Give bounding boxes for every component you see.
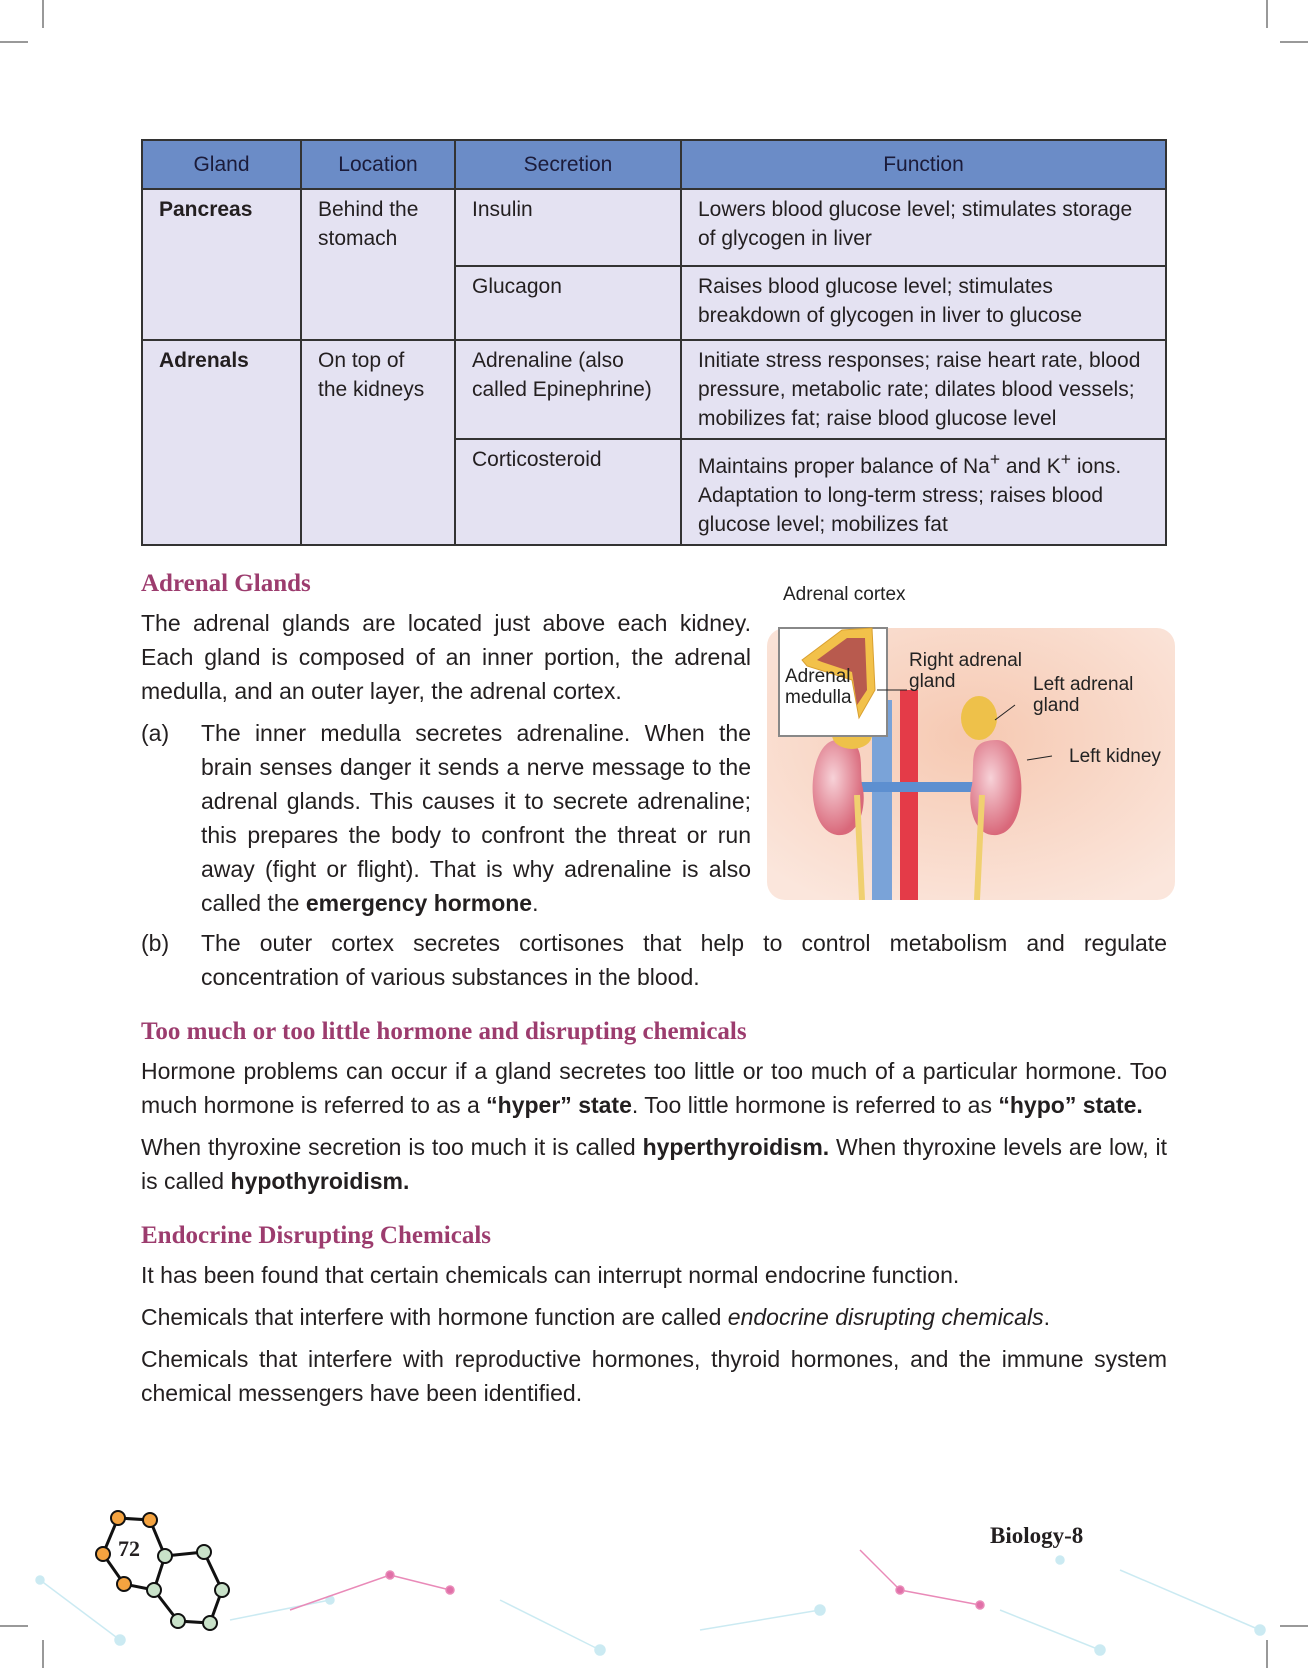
hormone-paragraph-1 [141,1054,1167,1122]
superscript: + [989,449,1001,469]
secretion-cell: Insulin [455,189,681,266]
edc-paragraph-1: It has been found that certain chemicals can interrupt normal endocrine function. [141,1262,960,1288]
adrenal-intro: The adrenal glands are located just above each kidney. Each gland is composed of an inner portion, the adrenal medulla, and an outer layer, the adrenal cortex. [141,610,751,704]
item-text-body: The inner medulla secretes adrenaline. When the brain senses danger it sends a nerve message to the adrenal glands. This causes it to secrete adrenaline; this prepares the body to confront the threat or run away (fight or flight). That is why adrenaline is also called the [201,720,751,916]
crop-mark [1266,0,1268,28]
crop-mark [1266,1640,1268,1668]
text: Hormone problems can occur if a gland secretes too little or too much of a particular hormone. Too much hormone is referred to as a [141,1058,1167,1118]
crop-mark [42,0,44,28]
bold-term: “hypo” state. [998,1092,1143,1118]
crop-mark [42,1640,44,1668]
bold-term: hyperthyroidism. [642,1134,830,1160]
item-label: (a) [141,720,170,746]
text: . [1043,1304,1050,1330]
label-adrenal-cortex: Adrenal cortex [783,584,906,605]
heading-endocrine-disrupting: Endocrine Disrupting Chemicals [141,1222,492,1249]
bold-term: hypothyroidism. [230,1168,410,1194]
list-item-a [141,716,751,920]
item-text-end: . [532,890,539,916]
page-content [141,139,1167,1418]
bold-term: emergency hormone [305,890,533,916]
secretion-cell: Corticosteroid [455,439,681,545]
secretion-cell: Glucagon [455,266,681,340]
location-cell: On top of the kidneys [301,340,455,545]
crop-mark [1280,41,1308,43]
text: Chemicals that interfere with hormone function are called [141,1304,728,1330]
header-gland: Gland [142,140,301,189]
secretion-cell: Adrenaline (also called Epinephrine) [455,340,681,439]
crop-mark [0,1625,28,1627]
function-cell: Raises blood glucose level; stimulates breakdown of glycogen in liver to glucose [681,266,1166,340]
page-number: 72 [118,1536,140,1561]
item-label: (b) [141,930,170,956]
gland-cell: Adrenals [142,340,301,545]
edc-paragraph-2 [141,1300,1167,1334]
gland-table [141,139,1167,546]
list-item-b [141,926,1167,994]
molecule-decoration [0,1480,1308,1668]
text: . Too little hormone is referred to as [631,1092,999,1118]
function-cell: Lowers blood glucose level; stimulates storage of glycogen in liver [681,189,1166,266]
label-left-adrenal-gland: Left adrenal gland [1033,674,1134,716]
item-text: The outer cortex secretes cortisones that help to control metabolism and regulate concentration of various substances in the blood. [201,930,1167,990]
table-row [142,189,1166,266]
table-header [142,140,1166,189]
heading-adrenal-glands: Adrenal Glands [141,570,311,597]
label-right-adrenal-gland: Right adrenal gland [909,650,1023,692]
function-cell: Initiate stress responses; raise heart rate, blood pressure, metabolic rate; dilates blood vessels; mobilizes fat; raise blood glucose level [681,340,1166,439]
hormone-paragraph-2 [141,1130,1167,1198]
function-text: ions. Adaptation to long-term stress; raises blood glucose level; mobilizes fat [698,455,1122,536]
header-location: Location [301,140,455,189]
book-title: Biology-8 [990,1523,1084,1548]
crop-mark [1280,1625,1308,1627]
function-text: Maintains proper balance of Na [698,455,990,478]
text: When thyroxine secretion is too much it is called [141,1134,643,1160]
header-function: Function [681,140,1166,189]
adrenal-figure [767,584,1175,900]
table-row [142,340,1166,439]
edc-paragraph-3: Chemicals that interfere with reproductive hormones, thyroid hormones, and the immune system chemical messengers have been identified. [141,1346,1167,1406]
location-cell: Behind the stomach [301,189,455,340]
function-text: and K [1000,455,1061,478]
text: When thyroxine levels are low, it is called [141,1134,1167,1194]
italic-term: endocrine disrupting chemicals [727,1304,1044,1330]
label-left-kidney: Left kidney [1069,746,1161,767]
gland-cell: Pancreas [142,189,301,340]
crop-mark [0,41,28,43]
label-adrenal-medulla: Adrenal medulla [785,666,852,708]
header-secretion: Secretion [455,140,681,189]
superscript: + [1060,449,1072,469]
item-text [201,716,751,920]
bold-term: “hyper” state [486,1092,632,1118]
function-cell [681,439,1166,545]
heading-hormone-problems: Too much or too little hormone and disrupting chemicals [141,1018,747,1045]
